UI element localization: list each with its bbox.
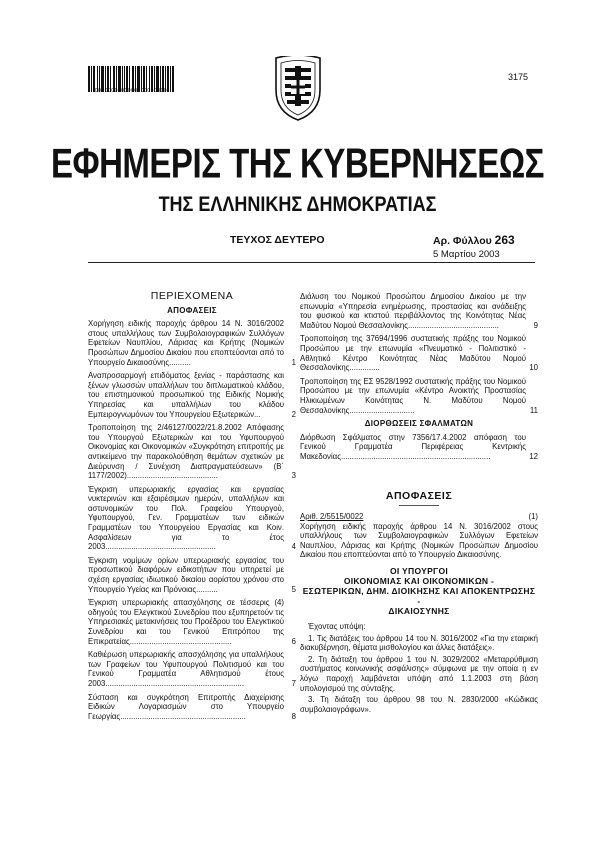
header-divider <box>88 262 535 263</box>
contents-entry-page: 10 <box>529 363 538 373</box>
contents-entry <box>300 334 538 372</box>
contents-entry-page: 5 <box>291 584 296 594</box>
contents-entry <box>88 485 296 552</box>
recital-1: 1. Τις διατάξεις του άρθρου 14 του Ν. 3016/2002 «Για την εταιρική διακυβέρνηση, θέματα μισθολογίου και άλλες διατάξεις». <box>300 633 538 653</box>
contents-entry <box>88 319 296 367</box>
having-regard: Έχοντας υπόψη: <box>308 622 366 632</box>
decisions-heading: ΑΠΟΦΑΣΕΙΣ <box>385 489 453 502</box>
authority-line-3: ΕΣΩΤΕΡΙΚΩΝ, ΔΗΜ. ΔΙΟΙΚΗΣΗΣ ΚΑΙ ΑΠΟΚΕΝΤΡΩΣΗΣ - <box>302 586 536 607</box>
contents-entry-text: Έγκριση υπερωριακής απασχόλησης σε τέσσερις (4) οδηγούς του Ελεγκτικού Συνεδρίου που εξυπηρετούν τις Υπηρεσιακές μετακινήσεις του Προέδρου του Ελεγκτικού Συνεδρίου και του Γενικού Επιτρόπου της Επικρατείας............................................... <box>88 598 284 646</box>
contents-list-right <box>300 292 538 415</box>
contents-entry-text: Τροποποίηση της 37694/1996 συστατικής πράξης του Νομικού Προσώπου με την επωνυμία «Πνευματικό - Πολιτιστικό - Αθλητικό Κέντρο Κοινότητας Νέας Μαδύτου Νομού Θεσσαλονίκης.............. <box>300 334 526 373</box>
contents-entry-page: 8 <box>291 711 296 721</box>
page-number: 3175 <box>508 72 529 82</box>
contents-entry-page: 9 <box>533 320 538 330</box>
contents-entry <box>300 433 538 462</box>
contents-entry <box>88 556 296 594</box>
contents-entry-page: 2 <box>291 409 296 419</box>
contents-right-column <box>300 292 538 716</box>
issue-series: ΤΕΥΧΟΣ ΔΕΥΤΕΡΟ <box>230 234 325 246</box>
decision-number: Αριθ. 2/5515/0022 <box>300 512 364 522</box>
contents-entry-page: 4 <box>291 542 296 552</box>
issue-date: 5 Μαρτίου 2003 <box>433 249 500 260</box>
contents-entry-page: 7 <box>291 678 296 688</box>
contents-decisions-heading: ΑΠΟΦΑΣΕΙΣ <box>167 305 217 315</box>
contents-entry-text: Τροποποίηση της 2/46127/0022/21.8.2002 Απόφασης του Υπουργού Εξωτερικών και του Υφυπουργού Οικονομίας και Οικονομικών «Συγκρότηση επιτροπής με αντικείμενο την παρακολούθηση θεμάτων σχετικών με Διεύρυνση / Συνέχιση Διαπραγματεύσεων» (Β΄ 1177/2002).......................................... <box>88 423 284 481</box>
gazette-subtitle: ΤΗΣ ΕΛΛΗΝΙΚΗΣ ΔΗΜΟΚΡΑΤΙΑΣ <box>158 192 437 216</box>
contents-entry-text: Χορήγηση ειδικής παροχής άρθρου 14 Ν. 3016/2002 στους υπαλλήλους των Συμβολαιογραφικών Συλλόγων Εφετείων Ναυπλίου, Λάρισας και Κρήτης (Νομικών Προσώπων Δημοσίου Δικαίου που εποπτεύονται από το Υπουργείο Δικαιοσύνης.......... <box>88 319 284 367</box>
contents-entry <box>88 598 296 646</box>
authority-line-2: ΟΙΚΟΝΟΜΙΑΣ ΚΑΙ ΟΙΚΟΝΟΜΙΚΩΝ - <box>343 576 495 587</box>
contents-entry-text: Έγκριση υπερωριακής εργασίας και εργασίας νυκτερινών και εξαιρέσιμων ημερών, υπαλλήλων και αστυνομικών του Πολ. Γραφείου Υπουργού, Υφυπουργού, Γεν. Γραμματέων των ειδικών Γραμματέων του Υπουργείου Εργασίας και Κοιν. Ασφαλίσεων για το έτος 2003................................................... <box>88 484 284 552</box>
contents-entry-text: Σύσταση και συγκρότηση Επιτροπής Διαχείρισης Ειδικών Λογαριασμών στο Υπουργείο Γεωργίας.......................................................... <box>88 692 284 721</box>
sheet-number <box>433 233 515 247</box>
decisions-rule <box>399 505 439 506</box>
sheet-number-label: Αρ. Φύλλου <box>433 235 492 247</box>
contents-entry <box>88 423 296 481</box>
decision-number-row <box>300 512 538 522</box>
gazette-title: ΕΦΗΜΕΡΙΣ ΤΗΣ ΚΥΒΕΡΝΗΣΕΩΣ <box>51 140 544 187</box>
authority-line-4: ΔΙΚΑΙΟΣΥΝΗΣ <box>388 606 450 617</box>
contents-entry-text: Καθιέρωση υπερωριακής απασχόλησης για υπαλλήλους των Γραφείων του Υφυπουργού Πολιτισμού και του Γενικού Γραμματέα Αθλητισμού έτους 2003................................................................ <box>88 650 284 688</box>
barcode-number: 0000000000000000000000 <box>94 88 168 94</box>
contents-entry-page: 3 <box>291 471 296 481</box>
contents-entry-page: 12 <box>529 451 538 461</box>
errata-heading: ΔΙΟΡΘΩΣΕΙΣ ΣΦΑΛΜΑΤΩΝ <box>364 419 474 429</box>
contents-entry <box>88 693 296 722</box>
recital-3: 3. Τη διάταξη του άρθρου 98 του Ν. 2830/2000 «Κώδικας συμβολαιογράφων». <box>300 695 538 714</box>
errata-list <box>300 433 538 462</box>
contents-entry-text: Διάλυση του Νομικού Προσώπου Δημοσίου Δικαίου με την επωνυμία «Υπηρεσία ενημέρωσης, προστασίας και ανάδειξης του φυσικού και κτιστού περιβάλλοντος της Κοινότητας Νέας Μαδύτου Νομού Θεσσαλονίκης.......................................... <box>300 292 526 330</box>
contents-entry <box>300 292 538 330</box>
contents-entry-page: 1 <box>291 357 296 367</box>
authority-line-1: ΟΙ ΥΠΟΥΡΓΟΙ <box>389 566 449 577</box>
contents-list-left <box>88 319 296 721</box>
coat-of-arms-icon <box>272 56 324 122</box>
contents-entry <box>88 371 296 419</box>
contents-entry-text: Έγκριση νομίμων ορίων υπερωριακής εργασίας του προσωπικού διαφόρων ειδικοτήτων που υπηρετεί με σχέση εργασίας ιδιωτικού δικαίου αορίστου χρόνου στο Υπουργείο Υγείας και Πρόνοιας.......... <box>88 555 284 594</box>
contents-entry-page: 6 <box>291 636 296 646</box>
decision-index: (1) <box>528 512 538 522</box>
sheet-number-value: 263 <box>494 233 515 247</box>
contents-entry-text: Τροποποίηση της ΕΣ 9528/1992 συστατικής πράξης του Νομικού Προσώπου με την επωνυμία «Κέντρο Ανοικτής Προστασίας Ηλικιωμένων Κοινότητας Ν. Μαδύτου Νομού Θεσσαλονίκης.............................. <box>300 376 526 415</box>
contents-entry-page: 11 <box>529 405 538 415</box>
contents-entry <box>300 377 538 415</box>
contents-entry-text: Αναπροσαρμογή επιδόματος ξενίας - παράστασης και ξένων γλωσσών υπαλλήλων του διπλωματικού κλάδου, του επιστημονικού προσωπικού της Ειδικής Νομικής Υπηρεσίας και υπαλλήλων του κλάδου Εμπειρογνωμόνων του Υπουργείου Εξωτερικών... <box>88 371 284 419</box>
contents-entry-text: Διόρθωση Σφάλματος στην 7356/17.4.2002 απόφαση του Γενικού Γραμματέα Περιφέρειας Κεντρικής Μακεδονίας..................................................................... <box>300 432 526 461</box>
contents-left-column <box>88 290 296 725</box>
contents-heading: ΠΕΡΙΕΧΟΜΕΝΑ <box>150 290 234 302</box>
decision-title: Χορήγηση ειδικής παροχής άρθρου 14 Ν. 3016/2002 στους υπαλλήλους των Συμβολαιογραφικών Συλλόγων Εφετείων Ναυπλίου, Λάρισας και Κρήτης (Νομικών Προσώπων Δημοσίου Δικαίου που εποπτεύονται από το Υπουργείο Δικαιοσύνης. <box>300 521 538 560</box>
recital-2: 2. Τη διάταξη του άρθρου 1 του Ν. 3029/2002 «Μεταρρύθμιση συστήματος κοινωνικής ασφάλισης» σύμφωνα με την οποία η εν λόγω παροχή λαμβάνεται υπόψη από 1.1.2003 στη βάση υπολογισμού της σύνταξης. <box>300 654 538 693</box>
contents-entry <box>88 650 296 688</box>
